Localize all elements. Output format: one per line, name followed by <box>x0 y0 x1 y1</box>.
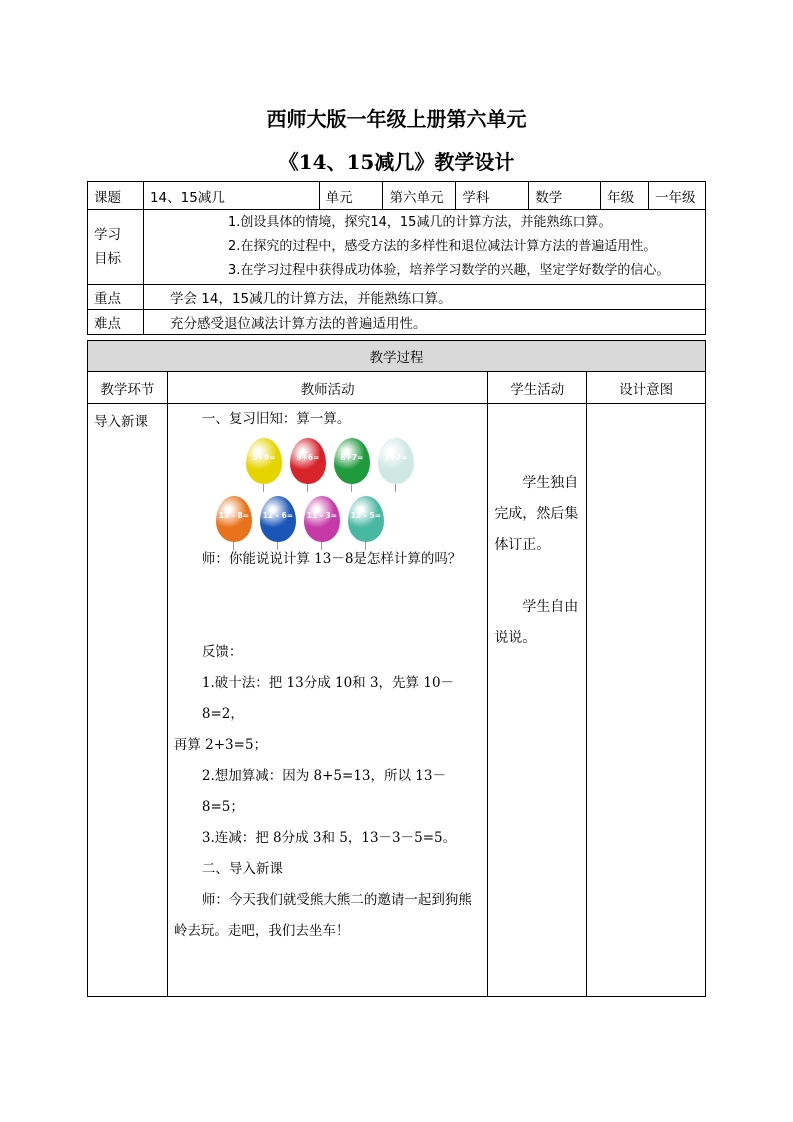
teaching-process-table <box>87 340 706 997</box>
balloon-expr: 8+7= <box>340 453 364 462</box>
story-line-b: 岭去玩。走吧，我们去坐车！ <box>173 923 350 939</box>
subject-label: 学科 <box>456 182 529 210</box>
feedback-line: 反馈： <box>201 644 243 660</box>
balloon-expr: 9+6= <box>296 453 320 462</box>
balloon <box>260 496 296 542</box>
student-line: 说说。 <box>494 630 537 646</box>
method2-line: 2.想加算减：因为 8+5=13，所以 13－8=5； <box>201 768 446 815</box>
key-value: 学会 14，15减几的计算方法，并能熟练口算。 <box>143 285 705 310</box>
balloon <box>348 496 384 542</box>
student-line: 学生自由 <box>522 599 579 615</box>
story-line-a: 师：今天我们就受熊大熊二的邀请一起到狗熊 <box>201 892 472 908</box>
goal-1: 1.创设具体的情境，探究14，15减几的计算方法，并能熟练口算。 <box>227 215 612 230</box>
review-line: 一、复习旧知：算一算。 <box>201 411 351 427</box>
difficulty-value: 充分感受退位减法计算方法的普遍适用性。 <box>143 310 705 335</box>
col-stage: 教学环节 <box>88 372 168 404</box>
col-intent: 设计意图 <box>587 372 706 404</box>
question-line: 师：你能说说计算 13－8是怎样计算的吗？ <box>201 551 462 567</box>
design-intent-cell <box>587 404 706 997</box>
grade-label: 年级 <box>601 182 649 210</box>
balloon <box>378 438 414 484</box>
difficulty-label: 难点 <box>88 310 144 335</box>
student-activity-cell <box>488 404 587 997</box>
balloon <box>304 496 340 542</box>
balloon-expr: 5+9= <box>252 453 276 462</box>
topic-value: 14、15减几 <box>143 182 319 210</box>
student-line <box>494 561 580 592</box>
student-line: 完成，然后集 <box>494 506 579 522</box>
balloon-expr: 12 - 6= <box>262 511 293 520</box>
balloon <box>246 438 282 484</box>
balloon-expr: 13 - 5= <box>350 511 381 520</box>
balloon <box>334 438 370 484</box>
goals-label-text: 学习目标 <box>94 227 121 267</box>
goals-label <box>88 210 144 285</box>
teacher-activity-cell <box>167 404 487 997</box>
stage-cell: 导入新课 <box>88 404 168 997</box>
process-header: 教学过程 <box>88 341 706 372</box>
doc-title-line1: 西师大版一年级上册第六单元 <box>266 107 527 131</box>
balloon <box>216 496 252 542</box>
goal-2: 2.在探究的过程中，感受方法的多样性和退位减法计算方法的普遍适用性。 <box>227 239 657 254</box>
balloon-expr: 13 - 8= <box>218 511 249 520</box>
col-student: 学生活动 <box>488 372 587 404</box>
balloon <box>290 438 326 484</box>
goals-cell <box>143 210 705 285</box>
student-line: 体订正。 <box>494 537 551 553</box>
doc-title-line2: 《14、15减几》教学设计 <box>278 150 515 174</box>
unit-value: 第六单元 <box>383 182 456 210</box>
balloon-exercises <box>208 434 487 544</box>
spacer <box>168 575 487 637</box>
balloon-expr: 7+7= <box>384 453 408 462</box>
balloon-expr: 11 - 3= <box>306 511 337 520</box>
subject-value: 数学 <box>529 182 601 210</box>
goal-3: 3.在学习过程中获得成功体验，培养学习数学的兴趣，坚定学好数学的信心。 <box>227 263 670 278</box>
method1-line-a: 1.破十法：把 13分成 10和 3，先算 10－8=2， <box>201 675 455 722</box>
topic-label: 课题 <box>88 182 144 210</box>
intro-heading: 二、导入新课 <box>201 861 283 877</box>
col-teacher: 教师活动 <box>167 372 487 404</box>
method3-line: 3.连减：把 8分成 3和 5，13－3－5=5。 <box>201 830 457 846</box>
key-label: 重点 <box>88 285 144 310</box>
lesson-info-table <box>87 181 706 335</box>
grade-value: 一年级 <box>649 182 706 210</box>
unit-label: 单元 <box>319 182 383 210</box>
student-line: 学生独自 <box>522 475 579 491</box>
method1-line-b: 再算 2+3=5； <box>173 737 268 753</box>
